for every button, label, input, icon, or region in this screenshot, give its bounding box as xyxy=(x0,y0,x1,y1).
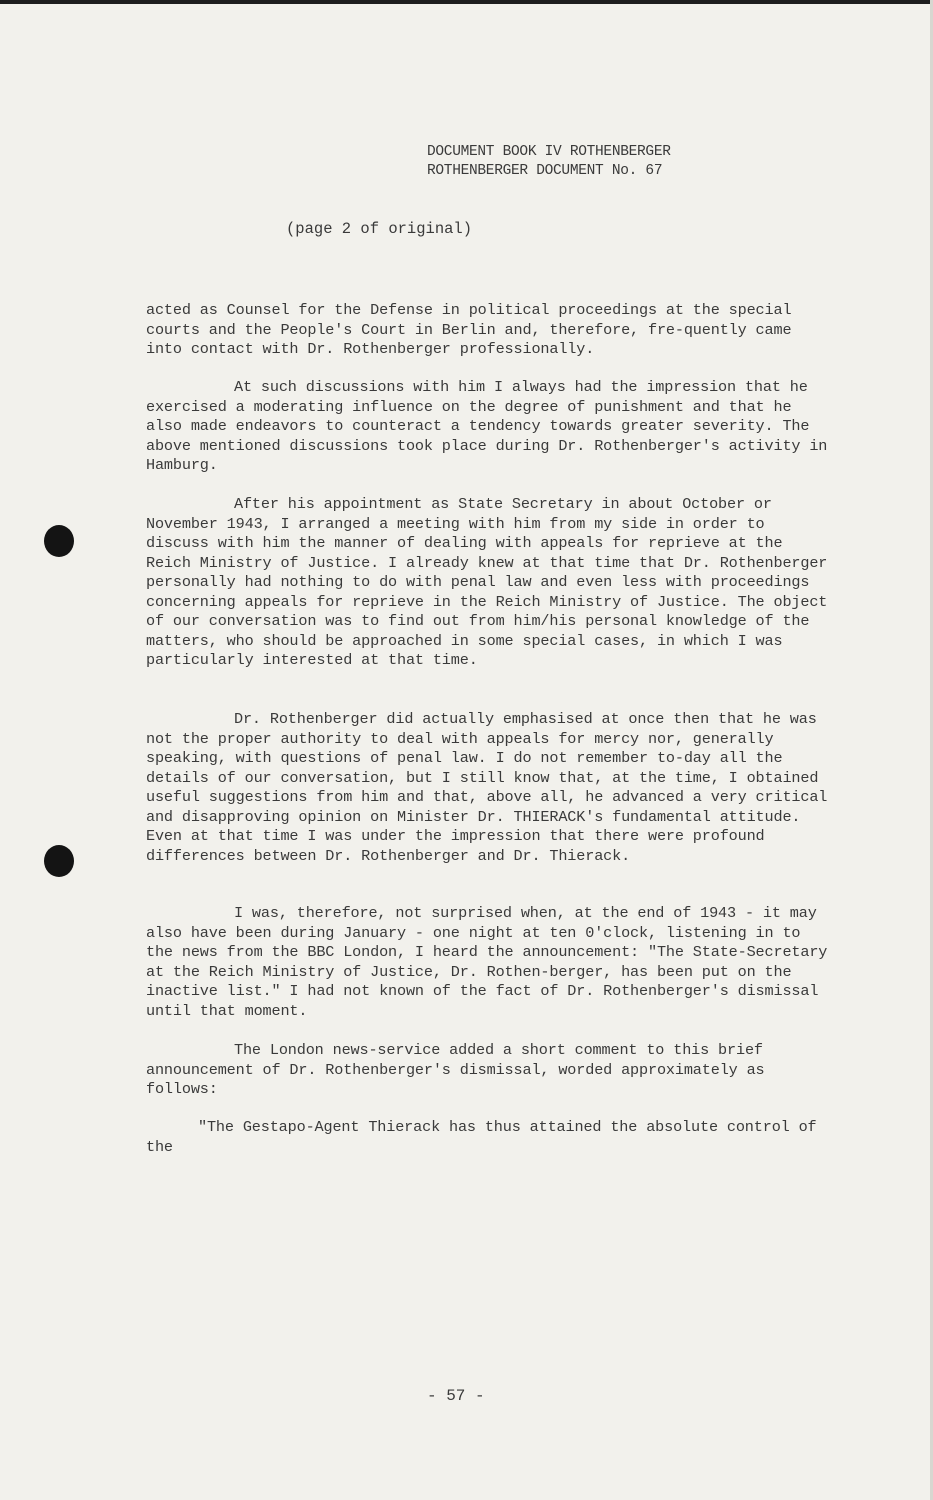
paragraph-1 xyxy=(146,301,836,360)
punch-hole-upper xyxy=(44,525,74,557)
paragraph-text: The London news-service added a short comment to this brief announcement of Dr. Rothenberger's dismissal, worded approximately as follows: xyxy=(146,1041,765,1098)
page-reference: (page 2 of original) xyxy=(286,220,473,238)
paragraph-4 xyxy=(146,710,836,866)
page-number: - 57 - xyxy=(427,1387,485,1405)
paragraph-7-quote xyxy=(146,1118,836,1157)
paragraph-text: I was, therefore, not surprised when, at the end of 1943 - it may also have been during January - one night at ten 0'clock, listening in to the news from the BBC London, I heard the announcement: "The State-Secretary at the Reich Ministry of Justice, Dr. Rothen-berger, has been put on the inactive list." I had not known of the fact of Dr. Rothenberger's dismissal until that moment. xyxy=(146,904,828,1020)
paragraph-text: Dr. Rothenberger did actually emphasised at once then that he was not the proper authority to deal with appeals for mercy nor, generally speaking, with questions of penal law. I do not remember to-day all the details of our conversation, but I still know that, at the time, I obtained useful suggestions from him and that, above all, he advanced a very critical and disapproving opinion on Minister Dr. THIERACK's fundamental attitude. Even at that time I was under the impression that there were profound differences between Dr. Rothenberger and Dr. Thierack. xyxy=(146,710,828,865)
paragraph-text: After his appointment as State Secretary in about October or November 1943, I arranged a meeting with him from my side in order to discuss with him the manner of dealing with appeals for reprieve at the Reich Ministry of Justice. I already knew at that time that Dr. Rothenberger personally had nothing to do with penal law and even less with proceedings concerning appeals for reprieve in the Reich Ministry of Justice. The object of our conversation was to find out from him/his personal knowledge of the matters, who should be approached in some special cases, in which I was particularly interested at that time. xyxy=(146,495,828,669)
document-book-header: DOCUMENT BOOK IV ROTHENBERGER xyxy=(427,144,671,160)
paragraph-5 xyxy=(146,904,836,1021)
paragraph-2 xyxy=(146,378,836,476)
paragraph-text: acted as Counsel for the Defense in political proceedings at the special courts and the People's Court in Berlin and, therefore, fre-quently came into contact with Dr. Rothenberger professionally. xyxy=(146,301,792,358)
page-top-edge xyxy=(0,0,933,4)
paragraph-6 xyxy=(146,1041,836,1100)
paragraph-text: "The Gestapo-Agent Thierack has thus attained the absolute control of the xyxy=(146,1118,817,1156)
paragraph-text: At such discussions with him I always had the impression that he exercised a moderating influence on the degree of punishment and that he also made endeavors to counteract a tendency towards greater severity. The above mentioned discussions took place during Dr. Rothenberger's activity in Hamburg. xyxy=(146,378,828,474)
document-number-header: ROTHENBERGER DOCUMENT No. 67 xyxy=(427,163,663,179)
paragraph-3 xyxy=(146,495,836,671)
punch-hole-lower xyxy=(44,845,74,877)
